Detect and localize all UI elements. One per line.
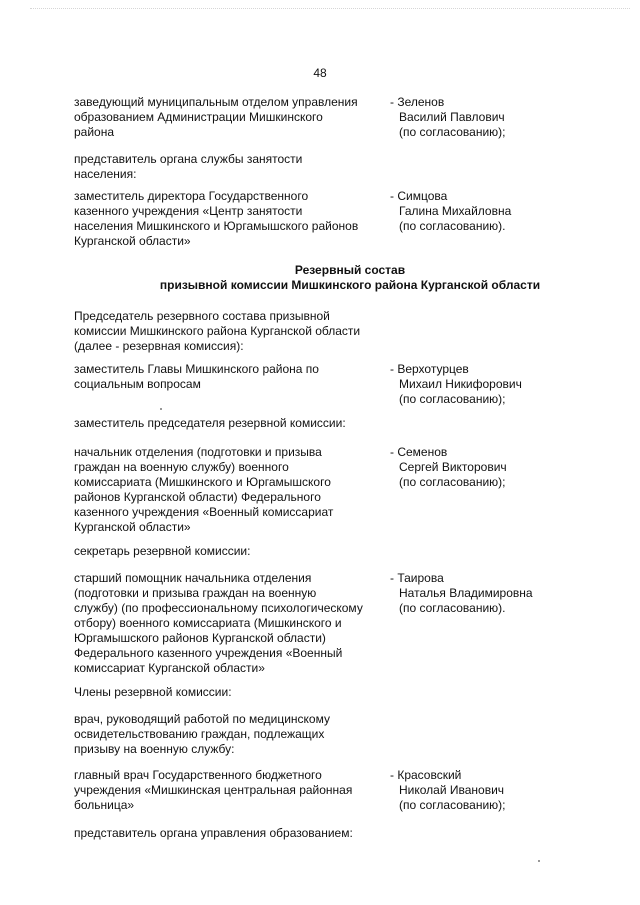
entry-position-text xyxy=(74,152,392,182)
position-line: казенного учреждения «Центр занятости xyxy=(74,204,303,218)
entry-position-text xyxy=(74,571,392,676)
position-line: комиссариата (Мишкинского и Юргамышского xyxy=(74,475,331,489)
position-line: Курганской области» xyxy=(74,520,191,534)
entry-position-text xyxy=(74,189,392,249)
position-line: секретарь резервной комиссии: xyxy=(74,544,251,558)
position-line: Юргамышского районов Курганской области) xyxy=(74,631,326,645)
entry-position-text xyxy=(74,416,392,431)
entry-position-text xyxy=(74,685,392,700)
position-line: Курганской области» xyxy=(74,234,191,248)
entry-position-text xyxy=(74,445,392,535)
scan-speck xyxy=(160,408,162,410)
person-note: (по согласованию). xyxy=(399,601,506,615)
person-name: Галина Михайловна xyxy=(399,204,512,218)
entry-person xyxy=(390,571,620,616)
position-line: районов Курганской области) Федерального xyxy=(74,490,321,504)
position-line: (далее - резервная комиссия): xyxy=(74,339,244,353)
position-line: населения Мишкинского и Юргамышского районов xyxy=(74,219,359,233)
entry-person xyxy=(390,362,620,407)
person-surname: - Красовский xyxy=(390,768,462,782)
position-line: заместитель председателя резервной комиссии: xyxy=(74,416,346,430)
entry-position-text xyxy=(74,768,392,813)
position-line: врач, руководящий работой по медицинскому xyxy=(74,712,330,726)
section-heading xyxy=(70,263,630,293)
position-line: Федерального казенного учреждения «Военный xyxy=(74,646,343,660)
person-note: (по согласованию). xyxy=(399,219,506,233)
person-note: (по согласованию); xyxy=(399,798,506,812)
scan-artifact-line xyxy=(30,8,630,11)
entry-person xyxy=(390,768,620,813)
position-line: населения: xyxy=(74,167,137,181)
position-line: учреждения «Мишкинская центральная районная xyxy=(74,783,353,797)
entry-position-text xyxy=(74,95,392,140)
position-line: комиссии Мишкинского района Курганской области xyxy=(74,324,361,338)
position-line: освидетельствованию граждан, подлежащих xyxy=(74,727,325,741)
position-line: граждан на военную службу) военного xyxy=(74,460,289,474)
position-line: старший помощник начальника отделения xyxy=(74,571,312,585)
person-name: Сергей Викторович xyxy=(399,460,507,474)
position-line: казенного учреждения «Военный комиссариат xyxy=(74,505,334,519)
position-line: службу) (по профессиональному психологическому xyxy=(74,601,363,615)
person-name: Наталья Владимировна xyxy=(399,586,533,600)
person-surname: - Таирова xyxy=(390,571,444,585)
heading-line-2: призывной комиссии Мишкинского района Курганской области xyxy=(159,278,541,292)
position-line: больница» xyxy=(74,798,135,812)
heading-line-1: Резервный состав xyxy=(294,263,406,277)
person-name: Михаил Никифорович xyxy=(399,377,522,391)
person-surname: - Верхотурцев xyxy=(390,362,469,376)
scan-speck xyxy=(538,860,540,862)
position-line: социальным вопросам xyxy=(74,377,201,391)
person-note: (по согласованию); xyxy=(399,392,506,406)
position-line: Члены резервной комиссии: xyxy=(74,685,232,699)
page-number: 48 xyxy=(313,66,327,80)
position-line: комиссариат Курганской области» xyxy=(74,661,265,675)
person-note: (по согласованию); xyxy=(399,125,506,139)
position-line: образованием Администрации Мишкинского xyxy=(74,110,323,124)
entry-person xyxy=(390,445,620,490)
position-line: заведующий муниципальным отделом управления xyxy=(74,95,358,109)
entry-position-text xyxy=(74,362,392,392)
position-line: представитель органа службы занятости xyxy=(74,152,303,166)
position-line: заместитель директора Государственного xyxy=(74,189,309,203)
person-name: Николай Иванович xyxy=(399,783,505,797)
person-surname: - Симцова xyxy=(390,189,448,203)
person-surname: - Семенов xyxy=(390,445,448,459)
entry-position-text xyxy=(74,826,392,841)
entry-position-text xyxy=(74,712,392,757)
person-surname: - Зеленов xyxy=(390,95,445,109)
entry-position-text xyxy=(74,309,392,354)
position-line: призыву на военную службу: xyxy=(74,742,235,756)
position-line: начальник отделения (подготовки и призыва xyxy=(74,445,322,459)
position-line: Председатель резервного состава призывной xyxy=(74,309,330,323)
position-line: (подготовки и призыва граждан на военную xyxy=(74,586,317,600)
position-line: района xyxy=(74,125,115,139)
entry-person xyxy=(390,95,620,140)
position-line: представитель органа управления образованием: xyxy=(74,826,353,840)
position-line: заместитель Главы Мишкинского района по xyxy=(74,362,319,376)
entry-position-text xyxy=(74,544,392,559)
position-line: отбору) военного комиссариата (Мишкинского и xyxy=(74,616,342,630)
position-line: главный врач Государственного бюджетного xyxy=(74,768,322,782)
entry-person xyxy=(390,189,620,234)
person-name: Василий Павлович xyxy=(399,110,505,124)
person-note: (по согласованию); xyxy=(399,475,506,489)
